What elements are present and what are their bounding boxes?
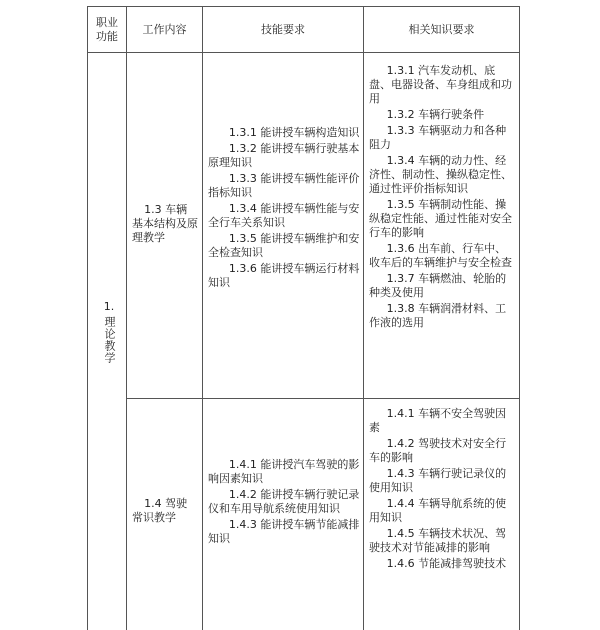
skill-item: 1.4.3 能讲授车辆节能减排知识 [208, 518, 360, 545]
knowledge-item: 1.3.8 车辆润滑材料、工作液的选用 [369, 302, 507, 329]
table-top-border [87, 6, 519, 7]
skill-item: 1.4.1 能讲授汽车驾驶的影响因素知识 [208, 458, 360, 485]
skill-item: 1.3.6 能讲授车辆运行材料知识 [208, 262, 360, 289]
skill-requirements-cell-1-4 [208, 458, 360, 546]
knowledge-item: 1.3.6 出车前、行车中、收车后的车辆维护与安全检查 [369, 242, 512, 269]
work-content-cell-1-3 [132, 203, 198, 245]
table-right-border [519, 6, 520, 630]
header-work-content: 工作内容 [142, 23, 187, 36]
knowledge-requirements-cell-1-4 [369, 407, 517, 571]
work-content-cell-1-4 [132, 497, 198, 525]
skill-item: 1.3.4 能讲授车辆性能与安全行车关系知识 [208, 202, 360, 229]
header-occupational-function [90, 8, 124, 52]
knowledge-item: 1.4.6 节能减排驾驶技术 [386, 557, 507, 570]
knowledge-item: 1.3.5 车辆制动性能、操纵稳定性能、通过性能对安全行车的影响 [369, 198, 512, 239]
skill-item: 1.3.5 能讲授车辆维护和安全检查知识 [208, 232, 360, 259]
header-col1-text: 职业功能 [96, 16, 118, 43]
header-knowledge-requirements: 相关知识要求 [408, 23, 475, 36]
knowledge-item: 1.4.3 车辆行驶记录仪的使用知识 [369, 467, 507, 494]
function-name: 理论教学 [103, 316, 116, 364]
work-content-text: 1.3 车辆基本结构及原理教学 [132, 203, 198, 244]
knowledge-item: 1.4.2 驾驶技术对安全行车的影响 [369, 437, 507, 464]
column-divider-1 [126, 6, 127, 630]
occupational-function-cell [100, 300, 118, 364]
skill-requirements-cell-1-3 [208, 126, 360, 290]
column-divider-2 [202, 6, 203, 630]
knowledge-item: 1.4.1 车辆不安全驾驶因素 [369, 407, 507, 434]
table-left-border [87, 6, 88, 630]
header-skill-requirements: 技能要求 [261, 23, 305, 36]
knowledge-item: 1.3.4 车辆的动力性、经济性、制动性、操纵稳定性、通过性评价指标知识 [369, 154, 512, 195]
skill-item: 1.3.2 能讲授车辆行驶基本原理知识 [208, 142, 360, 169]
skill-item: 1.3.3 能讲授车辆性能评价指标知识 [208, 172, 360, 199]
knowledge-item: 1.3.1 汽车发动机、底盘、电器设备、车身组成和功用 [369, 64, 512, 105]
skill-item: 1.4.2 能讲授车辆行驶记录仪和车用导航系统使用知识 [208, 488, 360, 515]
column-divider-3 [363, 6, 364, 630]
knowledge-item: 1.3.7 车辆燃油、轮胎的种类及使用 [369, 272, 507, 299]
knowledge-item: 1.3.2 车辆行驶条件 [386, 108, 485, 121]
function-number: 1. [103, 300, 115, 313]
row-divider [126, 398, 519, 399]
knowledge-requirements-cell-1-3 [369, 64, 517, 330]
work-content-text: 1.4 驾驶常识教学 [132, 497, 188, 524]
skill-item: 1.3.1 能讲授车辆构造知识 [228, 126, 360, 139]
header-bottom-border [87, 52, 519, 53]
knowledge-item: 1.3.3 车辆驱动力和各种阻力 [369, 124, 507, 151]
knowledge-item: 1.4.4 车辆导航系统的使用知识 [369, 497, 507, 524]
knowledge-item: 1.4.5 车辆技术状况、驾驶技术对节能减排的影响 [369, 527, 507, 554]
